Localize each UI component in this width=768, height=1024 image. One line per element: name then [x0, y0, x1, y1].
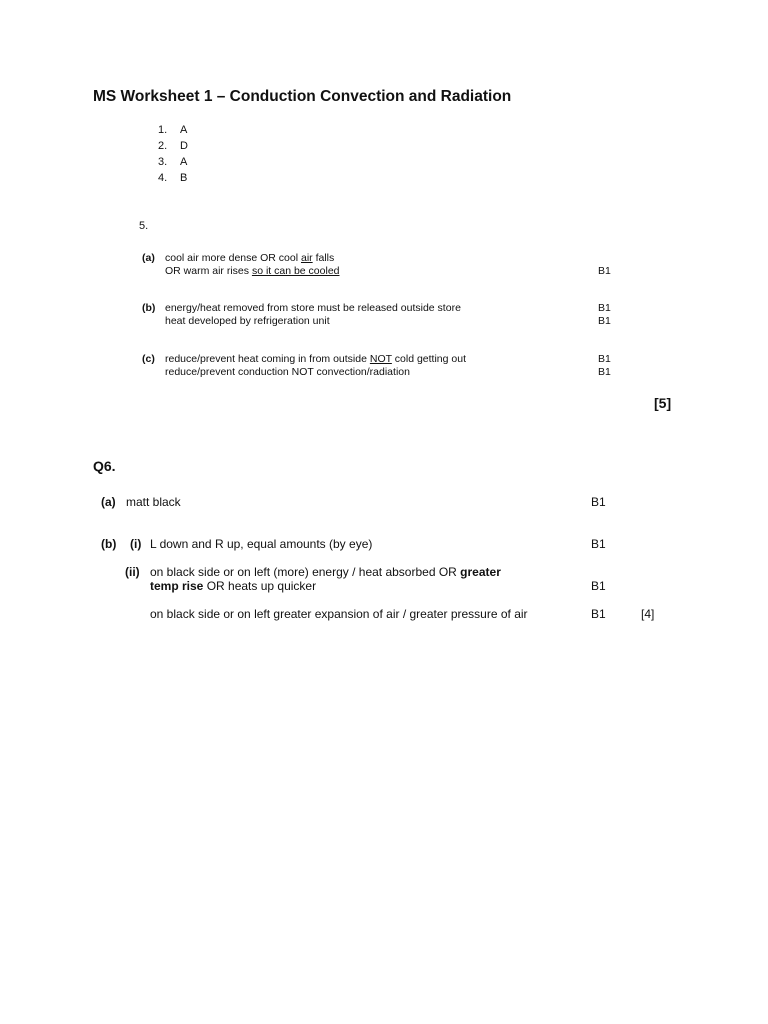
q6bii-extra-mark: B1	[591, 607, 606, 621]
q5c-line2: reduce/prevent conduction NOT convection/radiation	[165, 366, 410, 378]
item-number: 4.	[158, 172, 168, 184]
list-item	[158, 172, 187, 184]
q5a-mark: B1	[598, 265, 611, 277]
q5a-line1-text-end: falls	[312, 252, 335, 264]
q5c-line1-text: reduce/prevent heat coming in from outside	[165, 353, 370, 365]
q5c-line1	[165, 353, 466, 365]
q5c-mark-2: B1	[598, 366, 611, 378]
q6bii-line2-text: OR heats up quicker	[203, 579, 317, 593]
q6-total-marks: [4]	[641, 607, 655, 621]
item-answer: B	[180, 172, 188, 184]
item-answer: A	[180, 124, 188, 136]
q5a-line1-underlined: air	[300, 252, 313, 264]
q5c-line1-text-end: cold getting out	[391, 353, 466, 365]
q6a-text: matt black	[126, 495, 181, 509]
q6bii-extra-text: on black side or on left greater expansion of air / greater pressure of air	[150, 607, 528, 621]
q5b-mark-1: B1	[598, 302, 611, 314]
q6bii-line2	[150, 579, 316, 593]
q5c-label: (c)	[142, 353, 155, 365]
item-answer: A	[180, 156, 188, 168]
q5b-mark-2: B1	[598, 315, 611, 327]
q6bi-label: (i)	[130, 537, 142, 551]
list-item	[158, 140, 188, 152]
q5a-line2	[165, 265, 340, 277]
list-item	[158, 124, 187, 136]
q5-total-marks: [5]	[654, 395, 672, 411]
q5a-line2-text: OR warm air rises	[165, 265, 252, 277]
item-number: 1.	[158, 124, 168, 136]
q6bii-label: (ii)	[125, 565, 140, 579]
question-5-number: 5.	[139, 220, 149, 232]
item-number: 3.	[158, 156, 168, 168]
q5a-line2-underlined: so it can be cooled	[251, 265, 340, 277]
q6b-label: (b)	[101, 537, 117, 551]
q5a-line1	[165, 252, 334, 264]
q6bi-mark: B1	[591, 537, 606, 551]
q6bii-line1-bold: greater	[460, 565, 501, 579]
list-item	[158, 156, 187, 168]
q5c-mark-1: B1	[598, 353, 611, 365]
q6a-label: (a)	[101, 495, 116, 509]
question-6-heading: Q6.	[93, 458, 116, 474]
q5a-line1-text: cool air more dense OR cool	[165, 252, 301, 264]
q5b-line1: energy/heat removed from store must be released outside store	[165, 302, 461, 314]
q5a-label: (a)	[142, 252, 155, 264]
q5c-line1-underlined: NOT	[369, 353, 392, 365]
q6bi-text: L down and R up, equal amounts (by eye)	[150, 537, 373, 551]
q6bii-line1	[150, 565, 501, 579]
item-number: 2.	[158, 140, 168, 152]
q6bii-line1-text: on black side or on left (more) energy / heat absorbed OR	[150, 565, 461, 579]
q6bii-mark: B1	[591, 579, 606, 593]
q5b-label: (b)	[142, 302, 156, 314]
q6bii-line2-bold: temp rise	[150, 579, 204, 593]
item-answer: D	[180, 140, 188, 152]
q5b-line2: heat developed by refrigeration unit	[165, 315, 330, 327]
q6a-mark: B1	[591, 495, 606, 509]
page-title: MS Worksheet 1 – Conduction Convection and Radiation	[93, 88, 512, 105]
